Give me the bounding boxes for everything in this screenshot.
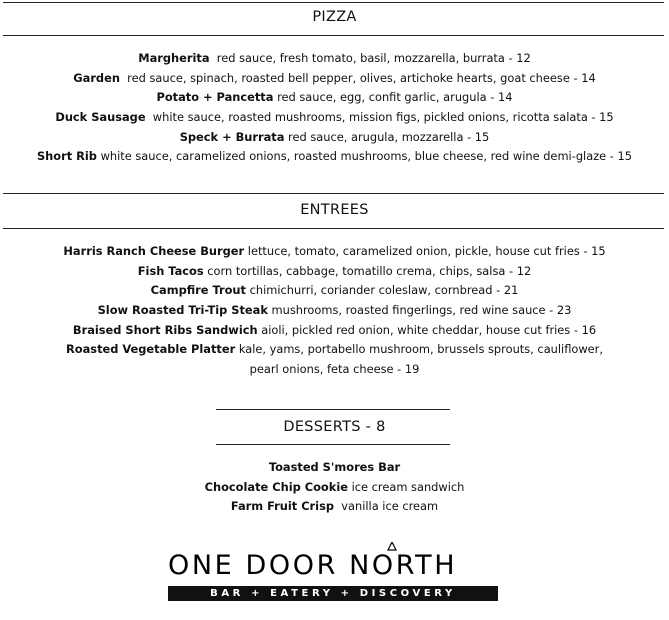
item-name: Slow Roasted Tri-Tip Steak: [97, 303, 268, 318]
menu-item: [0, 128, 669, 148]
pizza-top-divider: [3, 2, 664, 3]
item-description: mushrooms, roasted fingerlings, red wine sauce - 23: [267, 303, 572, 318]
item-name: Campfire Trout: [150, 283, 246, 298]
item-description: white sauce, roasted mushrooms, mission figs, pickled onions, ricotta salata - 15: [145, 110, 614, 125]
item-name: Duck Sausage: [55, 110, 146, 125]
item-description: vanilla ice cream: [334, 499, 439, 514]
item-name: Margherita: [138, 51, 210, 65]
item-name: Fish Tacos: [137, 263, 204, 278]
north-arrow-icon: [386, 542, 398, 586]
item-name: Roasted Vegetable Platter: [66, 342, 236, 357]
item-name: Braised Short Ribs Sandwich: [72, 322, 258, 337]
desserts-heading: DESSERTS - 8: [283, 419, 386, 435]
item-name: Short Rib: [36, 149, 97, 164]
logo-title: ONE DOOR NORTH: [168, 550, 458, 581]
item-description: kale, yams, portabello mushroom, brussels sprouts, cauliflower,: [235, 342, 603, 357]
menu-item: [0, 49, 669, 69]
item-description: ice cream sandwich: [347, 479, 465, 494]
menu-item: [0, 69, 669, 89]
menu-item: [0, 301, 669, 321]
menu-item: [0, 340, 669, 360]
item-description: red sauce, fresh tomato, basil, mozzarella, burrata - 12: [209, 51, 531, 65]
item-description: corn tortillas, cabbage, tomatillo crema, chips, salsa - 12: [203, 263, 532, 278]
menu-item: [0, 147, 669, 167]
item-description: aioli, pickled red onion, white cheddar, house cut fries - 16: [257, 322, 597, 337]
item-description: chimichurri, coriander coleslaw, cornbread - 21: [246, 283, 519, 298]
brand-logo: [168, 546, 498, 601]
menu-item: [0, 88, 669, 108]
item-name: Garden: [73, 70, 120, 85]
item-name: Speck + Burrata: [179, 129, 285, 144]
logo-tagline: BAR + EATERY + DISCOVERY: [168, 586, 498, 601]
pizza-heading: PIZZA: [312, 9, 357, 25]
entrees-heading: ENTREES: [300, 202, 369, 218]
item-name: Farm Fruit Crisp: [230, 499, 335, 514]
entrees-list: [0, 242, 669, 380]
menu-item: [0, 478, 669, 498]
item-description: red sauce, arugula, mozzarella - 15: [284, 129, 490, 144]
item-description: white sauce, caramelized onions, roasted mushrooms, blue cheese, red wine demi-glaze - 15: [96, 149, 633, 164]
menu-item: [0, 281, 669, 301]
item-description: pearl onions, feta cheese - 19: [249, 362, 420, 377]
item-description: red sauce, spinach, roasted bell pepper, olives, artichoke hearts, goat cheese - 14: [119, 70, 596, 85]
menu-item: [0, 497, 669, 517]
entrees-top-divider: [3, 193, 664, 194]
menu-item-continuation: [0, 360, 669, 380]
item-description: red sauce, egg, confit garlic, arugula - 14: [273, 90, 513, 105]
menu-item: [0, 262, 669, 282]
menu-item: [0, 108, 669, 128]
desserts-top-divider: [216, 409, 450, 410]
item-description: lettuce, tomato, caramelized onion, pickle, house cut fries - 15: [244, 244, 606, 258]
item-name: Chocolate Chip Cookie: [204, 479, 348, 494]
menu-item: [0, 321, 669, 341]
entrees-bottom-divider: [3, 228, 664, 229]
pizza-bottom-divider: [3, 35, 664, 36]
item-name: Toasted S'mores Bar: [268, 460, 401, 474]
menu-item: [0, 242, 669, 262]
desserts-list: [0, 458, 669, 517]
desserts-bottom-divider: [216, 444, 450, 445]
pizza-list: [0, 49, 669, 167]
item-name: Harris Ranch Cheese Burger: [63, 244, 245, 258]
item-name: Potato + Pancetta: [156, 90, 274, 105]
menu-item: [0, 458, 669, 478]
